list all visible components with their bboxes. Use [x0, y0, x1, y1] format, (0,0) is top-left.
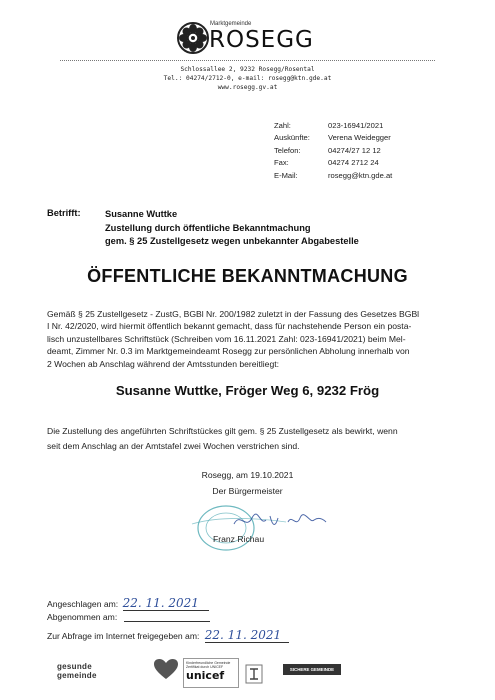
gesunde-gemeinde-logo — [57, 662, 97, 680]
info-row — [274, 170, 392, 182]
contact-line: Tel.: 04274/2712-0, e-mail: rosegg@ktn.gde.at — [163, 75, 332, 82]
internet-date: 22. 11. 2021 — [205, 628, 289, 643]
website-link[interactable]: www.rosegg.gv.at — [217, 84, 278, 91]
signer-name: Franz Richau — [213, 534, 265, 544]
info-value: 04274 2712 24 — [328, 158, 379, 168]
brand-subtitle: Marktgemeinde — [210, 21, 252, 27]
info-row — [274, 157, 392, 169]
header-divider — [60, 60, 435, 61]
notice-paragraph — [47, 308, 445, 370]
sichere-gemeinde-badge: SICHERE GEMEINDE — [283, 664, 341, 675]
audit-seal-icon — [245, 664, 263, 684]
addressee-line: Susanne Wuttke, Fröger Weg 6, 9232 Frög — [115, 383, 380, 398]
paragraph-line: Die Zustellung des angeführten Schriftstückes gilt gem. § 25 Zustellgesetz als bewirkt, wenn — [47, 426, 398, 436]
brand-name: ROSEGG — [209, 27, 314, 53]
paragraph-line: 2 Wochen ab Anschlag während der Amtsstunden bereitliegt: — [47, 358, 280, 369]
address-line: Schlossallee 2, 9232 Rosegg/Rosental — [180, 66, 315, 73]
heart-icon — [153, 658, 179, 680]
subject-block — [105, 208, 359, 249]
paragraph-line: seit dem Anschlag an der Amtstafel zwei Wochen verstrichen sind. — [47, 441, 300, 451]
posted-date: 22. 11. 2021 — [123, 596, 209, 611]
document-title: ÖFFENTLICHE BEKANNTMACHUNG — [87, 266, 408, 286]
info-label: Zahl: — [274, 121, 291, 130]
signer-role: Der Bürgermeister — [212, 486, 283, 496]
subject-line: gem. § 25 Zustellgesetz wegen unbekannter Abgabestelle — [105, 236, 359, 247]
unicef-wordmark: unicef — [186, 669, 225, 682]
subject-label: Betrifft: — [47, 208, 81, 218]
info-label: E-Mail: — [274, 170, 298, 180]
info-row — [274, 120, 392, 132]
internet-label: Zur Abfrage im Internet freigegeben am: — [47, 631, 200, 641]
removed-date — [124, 612, 210, 622]
unicef-badge — [183, 658, 239, 688]
unicef-note: Kinderfreundliche Gemeinde Zertifikat durch UNICEF — [186, 661, 231, 669]
effect-paragraph — [47, 424, 398, 454]
info-value: 023-16941/2021 — [328, 121, 384, 130]
info-label: Fax: — [274, 158, 289, 168]
info-row — [274, 132, 392, 144]
logo-text: gesunde — [57, 662, 92, 671]
place-date: Rosegg, am 19.10.2021 — [201, 470, 294, 480]
posted-row — [47, 596, 209, 611]
municipal-crest-icon — [175, 20, 211, 56]
info-value: Verena Weidegger — [328, 133, 391, 143]
posted-label: Angeschlagen am: — [47, 599, 119, 609]
paragraph-line: lisch unzustellbares Schriftstück (Schreiben vom 16.11.2021 Zahl: 023-16941/2021) beim Mel- — [47, 333, 406, 344]
paragraph-line: deamt, Zimmer Nr. 0.3 im Marktgemeindeamt Rosegg zur persönlichen Abholung innerhalb von — [47, 346, 410, 357]
logo-text: gemeinde — [57, 671, 97, 680]
info-label: Auskünfte: — [274, 133, 310, 143]
handwritten-signature-icon — [230, 506, 330, 534]
internet-row — [47, 628, 289, 643]
info-row — [274, 145, 392, 157]
info-value: 04274/27 12 12 — [328, 145, 381, 155]
removed-row — [47, 612, 210, 622]
info-label: Telefon: — [274, 145, 301, 155]
subject-line: Zustellung durch öffentliche Bekanntmachung — [105, 222, 311, 233]
removed-label: Abgenommen am: — [47, 612, 118, 622]
reference-info-block — [274, 120, 392, 182]
paragraph-line: I Nr. 42/2020, wird hiermit öffentlich bekannt gemacht, dass für nachstehende Person ein posta- — [47, 321, 412, 332]
subject-line: Susanne Wuttke — [105, 209, 178, 219]
paragraph-line: Gemäß § 25 Zustellgesetz - ZustG, BGBl Nr. 200/1982 zuletzt in der Fassung des Gesetzes BGBl — [47, 309, 420, 319]
info-value[interactable]: rosegg@ktn.gde.at — [328, 170, 393, 180]
